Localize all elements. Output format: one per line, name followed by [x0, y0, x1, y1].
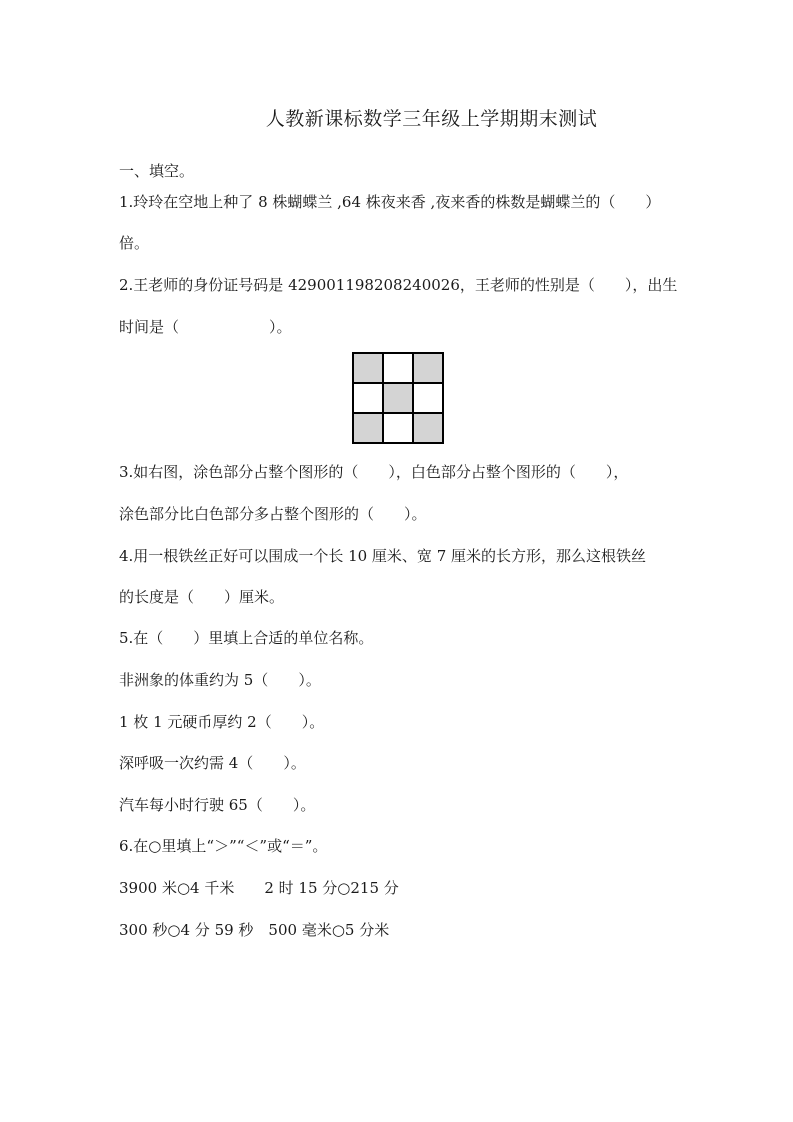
question-2-line-2: 时间是（ ）。: [119, 318, 292, 336]
grid-cell: [383, 383, 413, 413]
question-1-line-1: 1.玲玲在空地上种了 8 株蝴蝶兰 ,64 株夜来香 ,夜来香的株数是蝴蝶兰的（ ）: [119, 193, 661, 211]
question-6-row-1: 3900 米○4 千米 2 时 15 分○215 分: [119, 879, 399, 897]
shaded-grid-figure: [352, 352, 444, 444]
question-5-heading: 5.在（ ）里填上合适的单位名称。: [119, 629, 374, 647]
question-3-line-1: 3.如右图，涂色部分占整个图形的（ ），白色部分占整个图形的（ ），: [119, 463, 629, 481]
grid-cell: [383, 353, 413, 383]
question-3-line-2: 涂色部分比白色部分多占整个图形的（ ）。: [119, 505, 427, 523]
question-6-heading: 6.在○里填上“＞”“＜”或“＝”。: [119, 837, 328, 855]
question-5-item-2: 1 枚 1 元硬币厚约 2（ ）。: [119, 713, 325, 731]
question-4-line-1: 4.用一根铁丝正好可以围成一个长 10 厘米、宽 7 厘米的长方形，那么这根铁丝: [119, 547, 647, 565]
question-5-item-3: 深呼吸一次约需 4（ ）。: [119, 754, 306, 772]
grid-cell: [383, 413, 413, 443]
grid-cell: [353, 413, 383, 443]
question-5-item-1: 非洲象的体重约为 5（ ）。: [119, 671, 321, 689]
question-1-line-2: 倍。: [119, 234, 150, 252]
question-6-row-2: 300 秒○4 分 59 秒 500 毫米○5 分米: [119, 921, 390, 939]
question-4-line-2: 的长度是（ ）厘米。: [119, 588, 285, 606]
question-5-item-4: 汽车每小时行驶 65（ ）。: [119, 796, 316, 814]
grid-cell: [413, 413, 443, 443]
grid-cell: [353, 353, 383, 383]
grid-cell: [353, 383, 383, 413]
grid-cell: [413, 353, 443, 383]
grid-cell: [413, 383, 443, 413]
question-2-line-1: 2.王老师的身份证号码是 429001198208240026，王老师的性别是（ ），出生: [119, 276, 678, 294]
page-title: 人教新课标数学三年级上学期期末测试: [265, 108, 598, 130]
section-heading: 一、填空。: [119, 162, 195, 180]
